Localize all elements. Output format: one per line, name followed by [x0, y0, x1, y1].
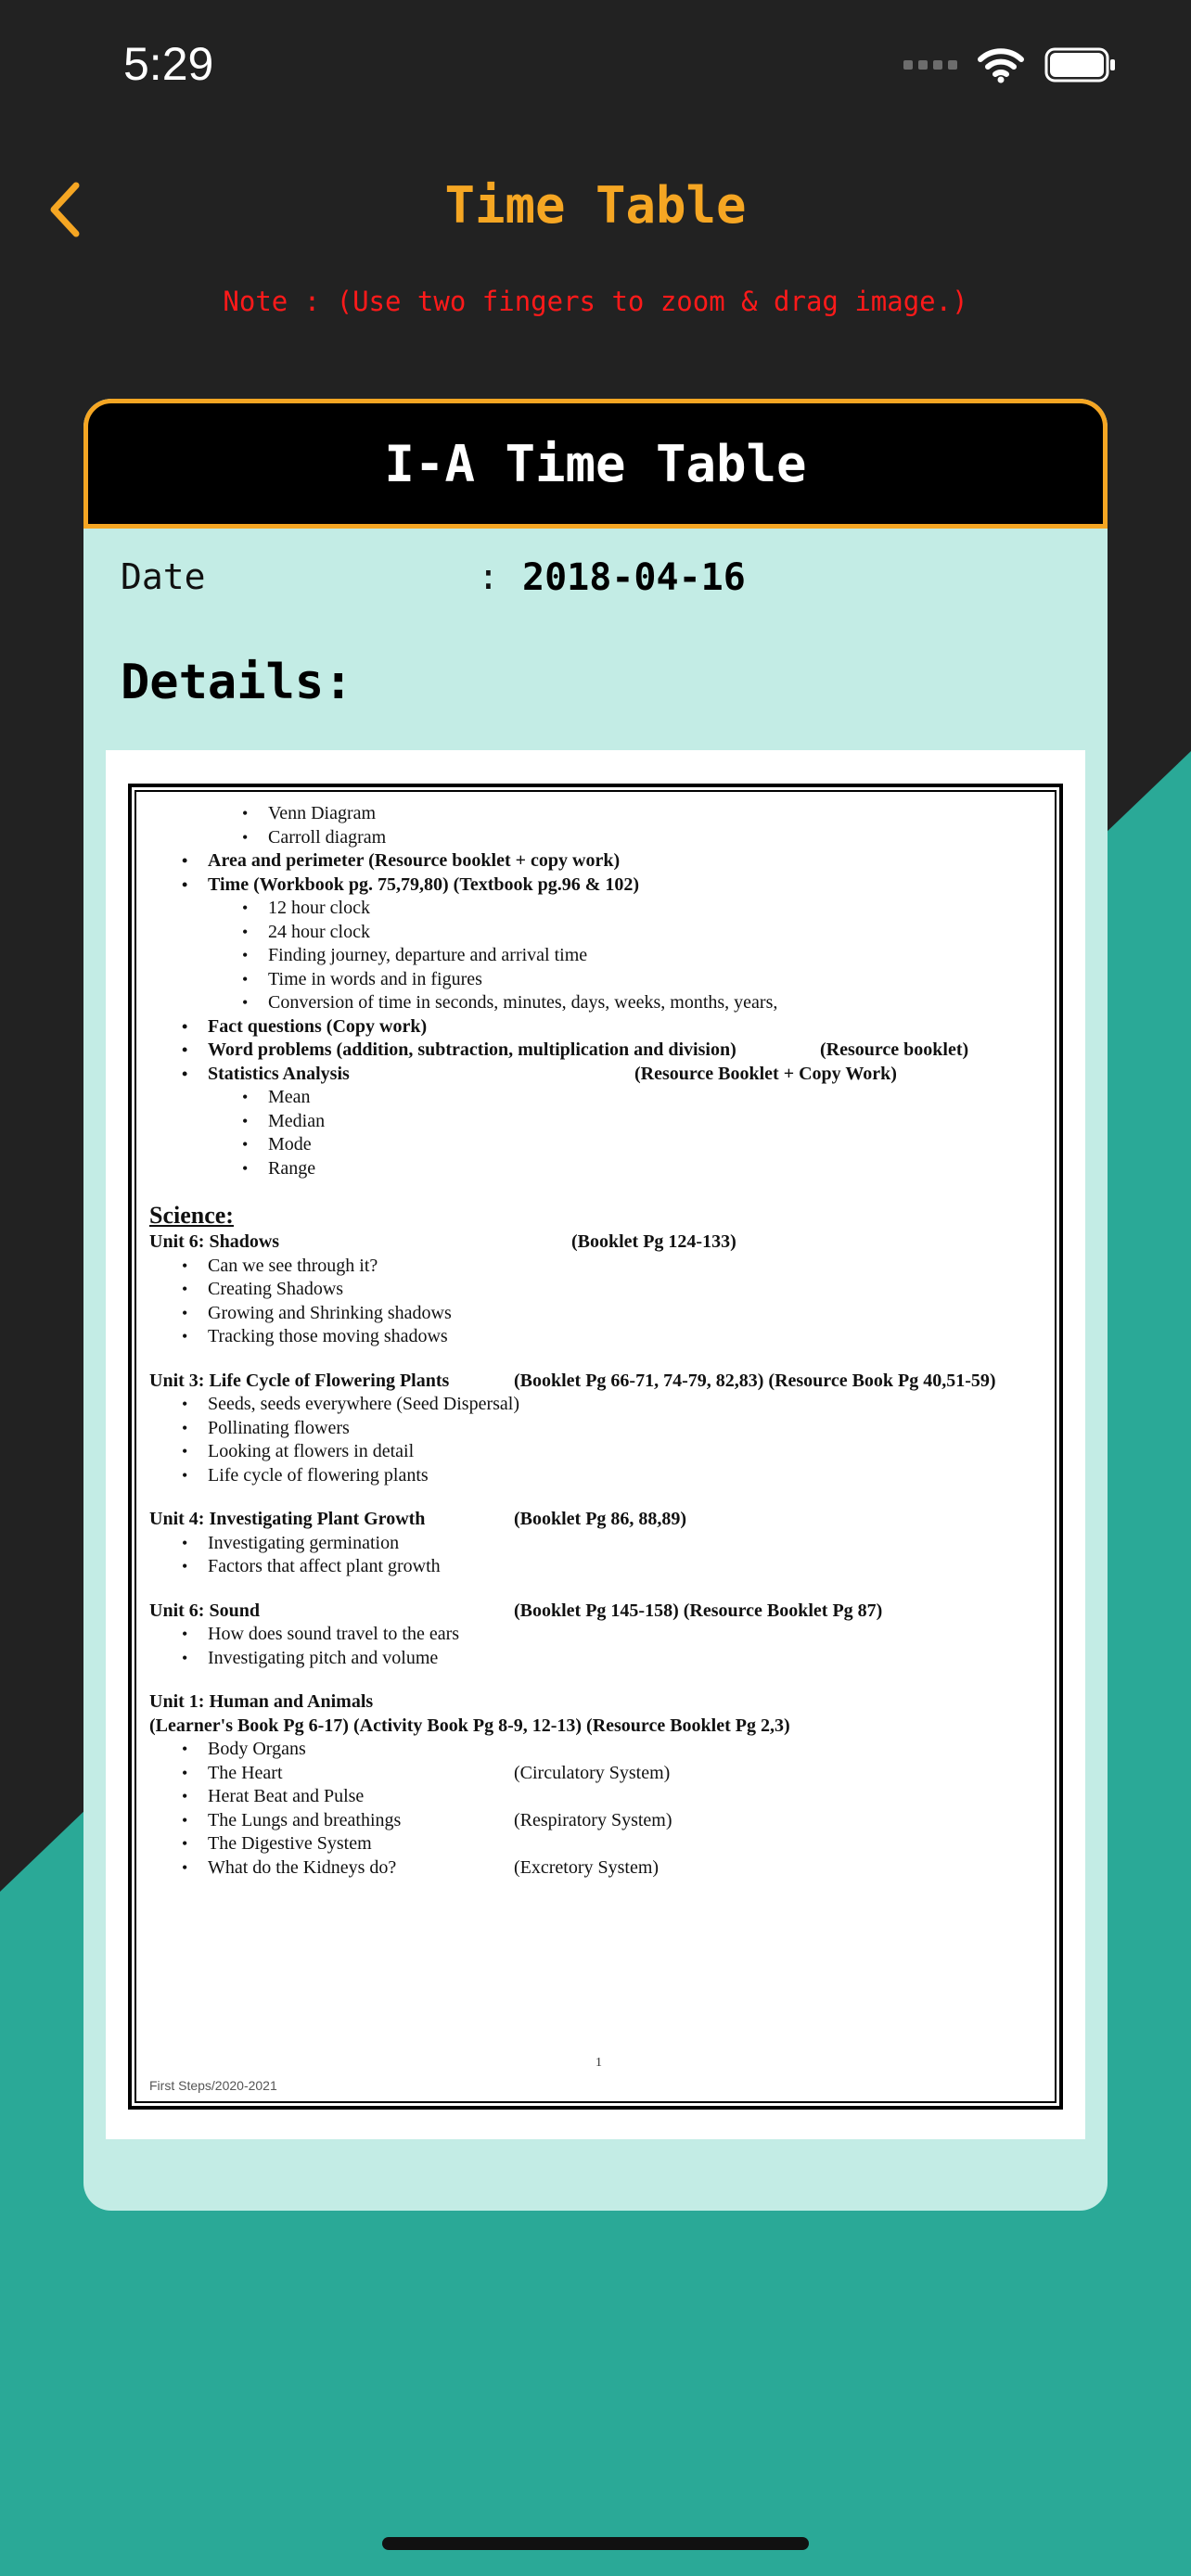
- document-line: • What do the Kidneys do? (Excretory System): [149, 1856, 1040, 1881]
- document-line: • Factors that affect plant growth: [149, 1555, 1040, 1579]
- document-text: [149, 802, 1040, 1880]
- document-line: • Word problems (addition, subtraction, multiplication and division) (Resource booklet): [149, 1039, 1040, 1063]
- document-line: • Creating Shadows: [149, 1278, 1040, 1302]
- document-line: Unit 3: Life Cycle of Flowering Plants (Booklet Pg 66-71, 74-79, 82,83) (Resource Book Pg 40,51-59): [149, 1370, 996, 1391]
- zoom-note: Note : (Use two fingers to zoom & drag image.): [223, 286, 968, 317]
- document-line: • Body Organs: [149, 1738, 1040, 1762]
- document-border: [128, 784, 1063, 2110]
- document-footer: First Steps/2020-2021: [149, 2078, 277, 2093]
- document-line: • Looking at flowers in detail: [149, 1440, 1040, 1464]
- page-title: Time Table: [444, 176, 747, 235]
- wifi-icon: [978, 46, 1024, 83]
- date-value: 2018-04-16: [522, 556, 746, 599]
- document-line: • Investigating germination: [149, 1532, 1040, 1556]
- document-line: • The Digestive System: [149, 1832, 1040, 1856]
- document-line: • Venn Diagram: [149, 802, 1040, 826]
- document-line: Unit 4: Investigating Plant Growth (Booklet Pg 86, 88,89): [149, 1509, 687, 1529]
- document-line: • The Heart (Circulatory System): [149, 1762, 1040, 1786]
- document-line: • Mean: [149, 1086, 1040, 1110]
- status-bar-icons: [903, 46, 1117, 83]
- document-line: Unit 1: Human and Animals: [149, 1691, 374, 1712]
- status-bar-time: 5:29: [123, 38, 214, 90]
- document-line: (Learner's Book Pg 6-17) (Activity Book Pg 8-9, 12-13) (Resource Booklet Pg 2,3): [149, 1715, 790, 1736]
- document-line: • Time in words and in figures: [149, 968, 1040, 992]
- document-line: • Carroll diagram: [149, 826, 1040, 850]
- date-separator: :: [478, 556, 499, 597]
- home-indicator[interactable]: [382, 2537, 809, 2550]
- document-line: • Herat Beat and Pulse: [149, 1785, 1040, 1809]
- document-line: • Growing and Shrinking shadows: [149, 1302, 1040, 1326]
- date-label: Date: [121, 556, 206, 597]
- details-heading: Details:: [121, 655, 353, 710]
- document-line: • Pollinating flowers: [149, 1417, 1040, 1441]
- card-header: [83, 399, 1108, 529]
- document-line: • Mode: [149, 1133, 1040, 1157]
- document-line: • The Lungs and breathings (Respiratory System): [149, 1809, 1040, 1833]
- document-line: • 12 hour clock: [149, 897, 1040, 921]
- document-line: • Statistics Analysis (Resource Booklet + Copy Work): [149, 1063, 1040, 1087]
- document-line: • Finding journey, departure and arrival time: [149, 944, 1040, 968]
- document-line: • Investigating pitch and volume: [149, 1647, 1040, 1671]
- document-line: • Area and perimeter (Resource booklet + copy work): [149, 849, 1040, 874]
- card-title: I-A Time Table: [384, 434, 807, 493]
- document-line: • Time (Workbook pg. 75,79,80) (Textbook pg.96 & 102): [149, 874, 1040, 898]
- document-line: • Can we see through it?: [149, 1255, 1040, 1279]
- battery-icon: [1044, 47, 1117, 83]
- document-line: Unit 6: Shadows (Booklet Pg 124-133): [149, 1231, 736, 1252]
- document-line: • 24 hour clock: [149, 921, 1040, 945]
- document-heading: Science:: [149, 1202, 234, 1229]
- document-line: • Seeds, seeds everywhere (Seed Dispersal): [149, 1393, 1040, 1417]
- document-line: • How does sound travel to the ears: [149, 1623, 1040, 1647]
- timetable-card: [83, 399, 1108, 2211]
- document-line: • Median: [149, 1110, 1040, 1134]
- document-line: • Range: [149, 1157, 1040, 1181]
- document-line: Unit 6: Sound (Booklet Pg 145-158) (Resource Booklet Pg 87): [149, 1600, 883, 1621]
- document-line: • Conversion of time in seconds, minutes, days, weeks, months, years,: [149, 991, 1040, 1015]
- timetable-document-image[interactable]: [106, 750, 1085, 2139]
- cellular-signal-icon: [903, 60, 957, 70]
- document-line: • Tracking those moving shadows: [149, 1325, 1040, 1349]
- document-line: • Fact questions (Copy work): [149, 1015, 1040, 1039]
- document-page-number: 1: [596, 2056, 602, 2070]
- document-line: • Life cycle of flowering plants: [149, 1464, 1040, 1488]
